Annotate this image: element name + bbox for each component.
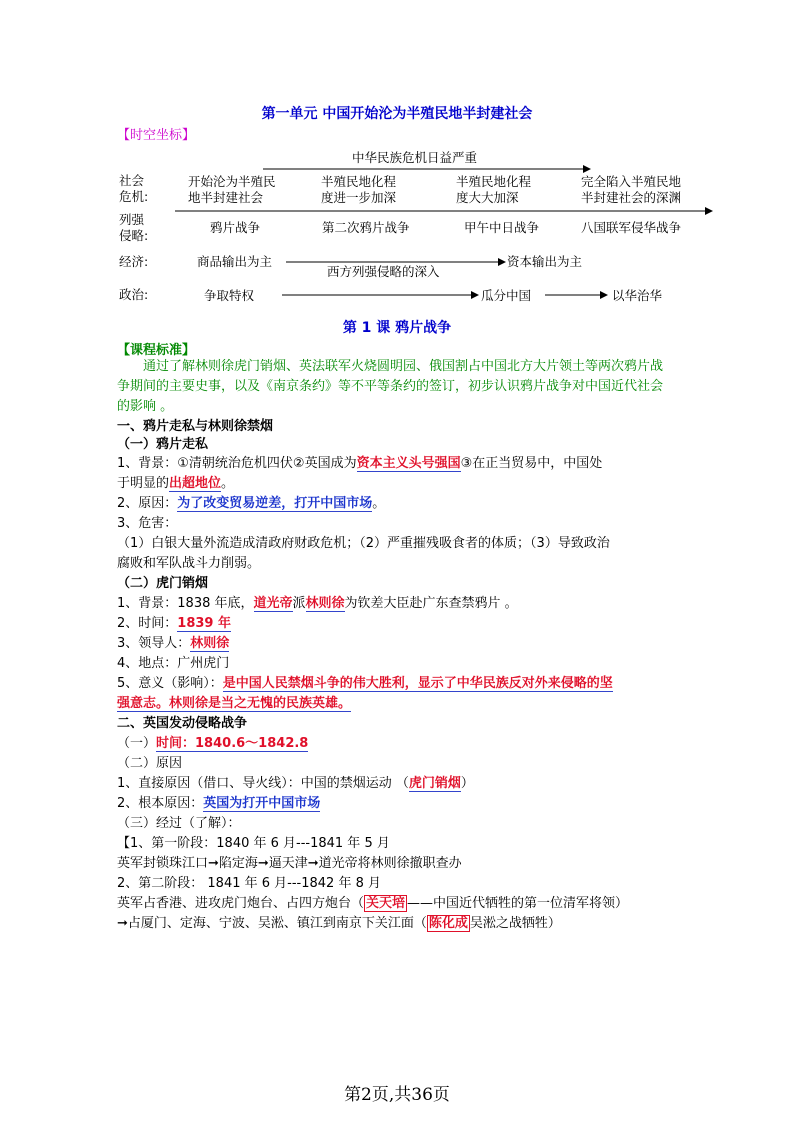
invasion-label-1: 列强 bbox=[119, 212, 145, 227]
stage-1-line2: 地半封建社会 bbox=[188, 190, 264, 205]
highlight-1839: 1839 年 bbox=[177, 616, 231, 631]
economy-end: 资本输出为主 bbox=[507, 254, 583, 269]
stage-3-line1: 半殖民地化程 bbox=[456, 174, 532, 189]
phase-1-detail: 英军封锁珠江口➞陷定海➞逼天津➞道光帝将林则徐撤职查办 bbox=[117, 856, 462, 871]
humen-place: 4、地点：广州虎门 bbox=[117, 656, 230, 671]
politics-2: 瓜分中国 bbox=[481, 288, 532, 303]
phase-2-detail-1: 英军占香港、进攻虎门炮台、占四方炮台（ 关天培 ——中国近代牺牲的第一位清军将领） bbox=[117, 896, 629, 911]
lesson-title: 第 1 课 鸦片战争 bbox=[342, 320, 452, 336]
economy-label: 经济: bbox=[119, 254, 149, 269]
politics-label: 政治: bbox=[119, 287, 149, 302]
phase-2: 2、第二阶段： 1841 年 6 月---1842 年 8 月 bbox=[117, 876, 381, 891]
page-footer: 第2页,共36页 bbox=[344, 1085, 450, 1105]
humen-meaning: 5、意义（影响）：是中国人民禁烟斗争的伟大胜利，显示了中华民族反对外来侵略的坚 bbox=[117, 676, 613, 691]
highlight-open-market: 为了改变贸易逆差，打开中国市场 bbox=[177, 496, 373, 511]
process-heading: （三）经过（了解）： bbox=[117, 816, 241, 831]
phase-2-detail-2: ➞占厦门、定海、宁波、吴淞、镇江到南京下关江面（ 陈化成 吴淞之战牺牲） bbox=[117, 916, 561, 931]
unit-title: 第一单元 中国开始沦为半殖民地半封建社会 bbox=[261, 106, 533, 122]
stage-1-line1: 开始沦为半殖民 bbox=[188, 174, 276, 189]
section-1-heading: 一、鸦片走私与林则徐禁烟 bbox=[117, 419, 274, 434]
harm-text-2: 腐败和军队战斗力削弱。 bbox=[117, 556, 261, 571]
highlight-meaning-2: 强意志。林则徐是当之无愧的民族英雄。 bbox=[117, 696, 352, 711]
section-2-heading: 二、英国发动侵略战争 bbox=[117, 716, 248, 731]
stage-4-line2: 半封建社会的深渊 bbox=[581, 190, 682, 205]
direct-cause: 1、直接原因（借口、导火线）：中国的禁烟运动 （虎门销烟） bbox=[117, 776, 474, 791]
stage-2-line2: 度进一步加深 bbox=[321, 190, 397, 205]
highlight-leader: 林则徐 bbox=[190, 636, 230, 651]
harm-label: 3、危害： bbox=[117, 516, 178, 531]
stage-4-line1: 完全陷入半殖民地 bbox=[581, 174, 682, 189]
smuggling-background-cont: 于明显的出超地位。 bbox=[117, 476, 235, 491]
highlight-lin-zexu: 林则徐 bbox=[305, 596, 345, 611]
phase-1: 【1、第一阶段：1840 年 6 月---1841 年 5 月 bbox=[117, 836, 390, 851]
spacetime-label: 【时空坐标】 bbox=[117, 128, 196, 143]
economy-start: 商品输出为主 bbox=[197, 254, 273, 269]
highlight-chen-huacheng: 陈化成 bbox=[428, 916, 468, 931]
social-label-1: 社会 bbox=[119, 173, 145, 188]
war-1: 鸦片战争 bbox=[210, 220, 261, 235]
economy-mid: 西方列强侵略的深入 bbox=[327, 264, 440, 279]
smuggling-reason: 2、原因：为了改变贸易逆差，打开中国市场。 bbox=[117, 496, 386, 511]
highlight-export-surplus: 出超地位 bbox=[169, 476, 222, 491]
highlight-war-time: 时间：1840.6～1842.8 bbox=[156, 736, 309, 751]
subsection-humen: （二）虎门销烟 bbox=[117, 576, 209, 591]
root-cause: 2、根本原因：英国为打开中国市场 bbox=[117, 796, 321, 811]
stage-3-line2: 度大大加深 bbox=[456, 190, 519, 205]
social-label-2: 危机: bbox=[119, 189, 149, 204]
humen-leader: 3、领导人：林则徐 bbox=[117, 636, 230, 651]
war-3: 甲午中日战争 bbox=[464, 220, 540, 235]
war-2: 第二次鸦片战争 bbox=[322, 220, 410, 235]
humen-meaning-cont bbox=[117, 695, 351, 713]
war-reason-heading: （二）原因 bbox=[117, 756, 183, 771]
politics-3: 以华治华 bbox=[612, 288, 663, 303]
war-4: 八国联军侵华战争 bbox=[581, 220, 682, 235]
crisis-text: 中华民族危机日益严重 bbox=[352, 150, 478, 165]
highlight-meaning-1: 是中国人民禁烟斗争的伟大胜利，显示了中华民族反对外来侵略的坚 bbox=[222, 676, 613, 691]
humen-time: 2、时间：1839 年 bbox=[117, 616, 231, 631]
invasion-label-2: 侵略: bbox=[119, 228, 149, 243]
stage-2-line1: 半殖民地化程 bbox=[321, 174, 397, 189]
highlight-guan-tianpei: 关天培 bbox=[366, 896, 406, 911]
harm-text-1: （1）白银大量外流造成清政府财政危机；（2）严重摧残吸食者的体质；（3）导致政治 bbox=[117, 536, 610, 551]
smuggling-background: 1、背景：①清朝统治危机四伏②英国成为资本主义头号强国③在正当贸易中，中国处 bbox=[117, 456, 603, 471]
politics-1: 争取特权 bbox=[204, 288, 255, 303]
highlight-daoguang: 道光帝 bbox=[253, 596, 293, 611]
war-time: （一）时间：1840.6～1842.8 bbox=[117, 736, 309, 751]
highlight-capitalist-power: 资本主义头号强国 bbox=[356, 456, 461, 471]
subsection-opium-smuggling: （一）鸦片走私 bbox=[117, 437, 209, 452]
humen-background: 1、背景：1838 年底，道光帝派林则徐为钦差大臣赴广东查禁鸦片 。 bbox=[117, 596, 518, 611]
curriculum-text: 通过了解林则徐虎门销烟、英法联军火烧圆明园、俄国割占中国北方大片领土等两次鸦片战争期间的主要史事，以及《南京条约》等不平等条约的签订，初步认识鸦片战争对中国近代社会的影响 。 bbox=[117, 359, 664, 414]
highlight-humen-destruction: 虎门销烟 bbox=[408, 776, 461, 791]
curriculum-label: 【课程标准】 bbox=[117, 343, 196, 358]
highlight-root-cause: 英国为打开中国市场 bbox=[203, 796, 321, 811]
